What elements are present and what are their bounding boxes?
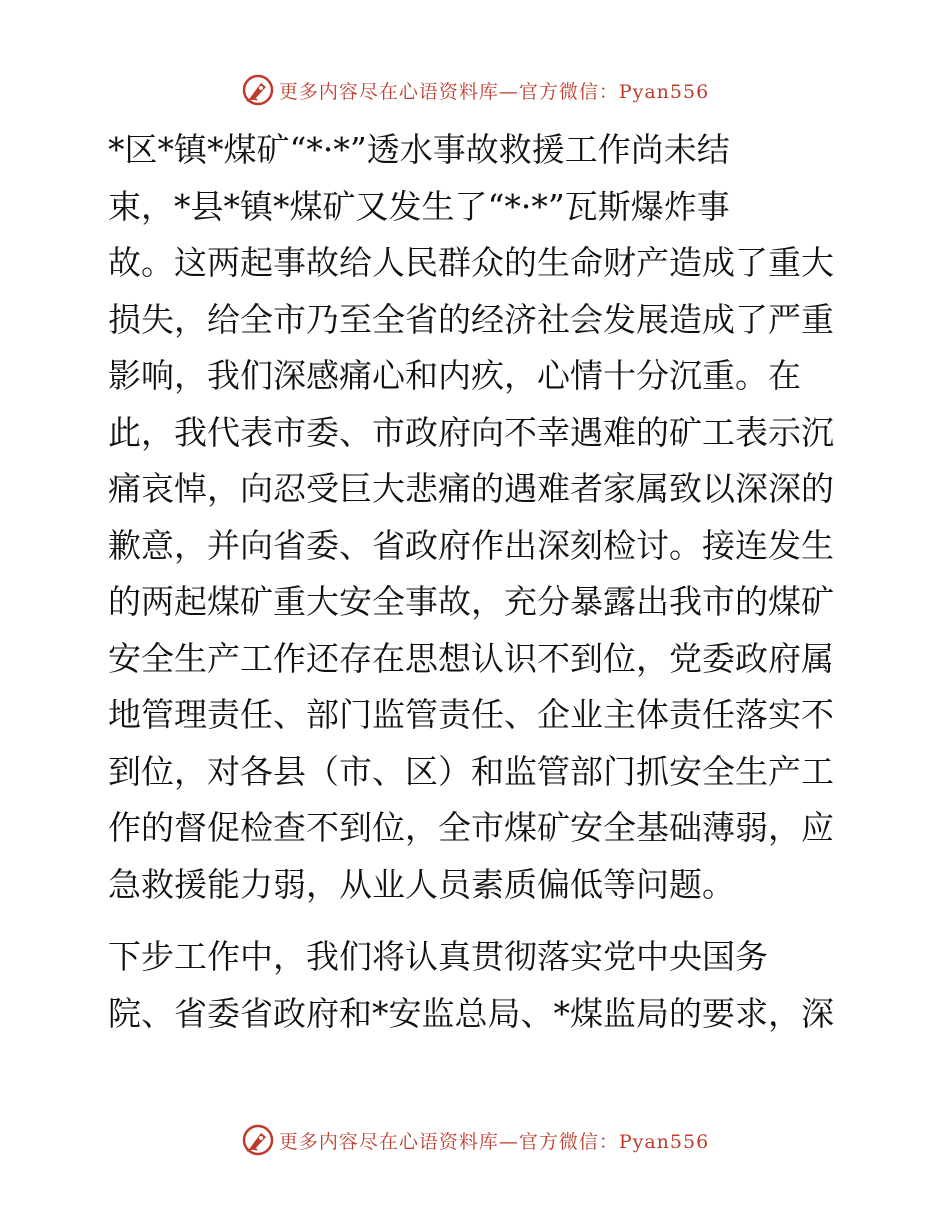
- text-line: 的两起煤矿重大安全事故，充分暴露出我市的煤矿: [108, 582, 834, 621]
- pen-nib-logo-icon: [241, 1123, 275, 1157]
- text-line: 影响，我们深感痛心和内疚，心情十分沉重。在: [108, 356, 801, 395]
- text-line: 院、省委省政府和*安监总局、*煤监局的要求，深: [108, 993, 834, 1033]
- paragraph-2: [100, 929, 850, 1042]
- text-line: 地管理责任、部门监管责任、企业主体责任落实不: [108, 695, 834, 734]
- document-body: [100, 122, 850, 1042]
- text-line: 作的督促检查不到位，全市煤矿安全基础薄弱，应: [108, 808, 834, 847]
- text-line: 故。这两起事故给人民群众的生命财产造成了重大: [108, 243, 834, 282]
- header-banner: [0, 70, 950, 110]
- text-line: *区*镇*煤矿“*·*”透水事故救援工作尚未结: [108, 130, 730, 169]
- text-line: 歉意，并向省委、省政府作出深刻检讨。接连发生: [108, 525, 834, 565]
- text-line: 痛哀悼，向忍受巨大悲痛的遇难者家属致以深深的: [108, 469, 834, 508]
- text-line: 急救援能力弱，从业人员素质偏低等问题。: [108, 864, 735, 904]
- header-banner-text: 更多内容尽在心语资料库—官方微信：Pyan556: [278, 80, 710, 103]
- text-line: 安全生产工作还存在思想认识不到位，党委政府属: [108, 638, 834, 678]
- text-line: 束，*县*镇*煤矿又发生了“*·*”瓦斯爆炸事: [108, 186, 730, 226]
- text-line: 损失，给全市乃至全省的经济社会发展造成了严重: [108, 299, 834, 339]
- pen-nib-logo-icon: [241, 73, 275, 107]
- footer-banner: [0, 1120, 950, 1160]
- footer-banner-text: 更多内容尽在心语资料库—官方微信：Pyan556: [278, 1130, 710, 1153]
- text-line: 此，我代表市委、市政府向不幸遇难的矿工表示沉: [108, 412, 834, 452]
- text-line: 到位，对各县（市、区）和监管部门抓安全生产工: [108, 751, 834, 791]
- paragraph-1: [100, 122, 850, 913]
- text-line: 下步工作中，我们将认真贯彻落实党中央国务: [108, 937, 768, 976]
